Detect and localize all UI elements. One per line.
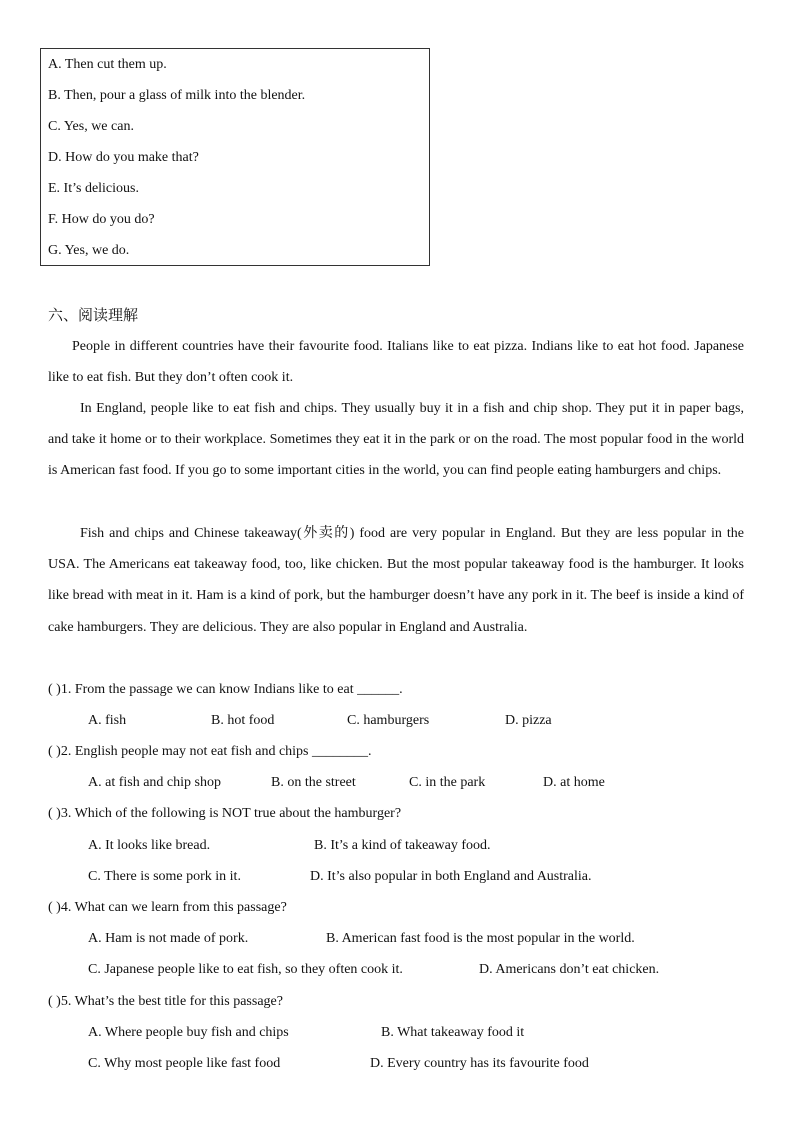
- question-2-option-d: D. at home: [543, 775, 605, 790]
- question-4-stem: ( )4. What can we learn from this passage?: [48, 900, 287, 915]
- question-5-option-b: B. What takeaway food it: [381, 1025, 525, 1040]
- question-5-option-c: C. Why most people like fast food: [88, 1056, 281, 1071]
- question-1-option-a: A. fish: [88, 713, 127, 728]
- question-1-option-d: D. pizza: [505, 713, 552, 728]
- question-3-stem: ( )3. Which of the following is NOT true about the hamburger?: [48, 806, 402, 821]
- passage-paragraph-1: People in different countries have their favourite food. Italians like to eat pizza. Indians like to eat hot food. Japanese like to eat fish. But they don’t often cook it.: [48, 339, 744, 386]
- question-4-option-a: A. Ham is not made of pork.: [88, 931, 249, 946]
- dialogue-options-box: [40, 48, 430, 266]
- box-option-b: B. Then, pour a glass of milk into the blender.: [48, 88, 306, 103]
- question-1-option-b: B. hot food: [211, 713, 275, 728]
- box-option-f: F. How do you do?: [48, 212, 155, 227]
- question-2-option-b: B. on the street: [271, 775, 356, 790]
- question-3-option-c: C. There is some pork in it.: [88, 869, 241, 884]
- question-2-option-c: C. in the park: [409, 775, 486, 790]
- question-2-stem: ( )2. English people may not eat fish and chips ________.: [48, 744, 372, 759]
- question-4-option-d: D. Americans don’t eat chicken.: [479, 962, 660, 977]
- box-option-g: G. Yes, we do.: [48, 243, 130, 258]
- section-title: 六、阅读理解: [48, 306, 139, 324]
- box-option-d: D. How do you make that?: [48, 150, 199, 165]
- question-1-option-c: C. hamburgers: [347, 713, 430, 728]
- question-2-option-a: A. at fish and chip shop: [88, 775, 221, 790]
- passage-paragraph-2: In England, people like to eat fish and chips. They usually buy it in a fish and chip shop. They put it in paper bags, and take it home or to their workplace. Sometimes they eat it in the park or on the road. The most popular food in the world is American fast food. If you go to some important cities in the world, you can find people eating hamburgers and chips.: [48, 401, 744, 479]
- question-3-option-a: A. It looks like bread.: [88, 838, 211, 853]
- question-1-stem: ( )1. From the passage we can know Indians like to eat ______.: [48, 682, 403, 697]
- question-3-option-d: D. It’s also popular in both England and Australia.: [310, 869, 592, 884]
- question-3-option-b: B. It’s a kind of takeaway food.: [314, 838, 491, 853]
- question-4-option-b: B. American fast food is the most popular in the world.: [326, 931, 635, 946]
- question-4-option-c: C. Japanese people like to eat fish, so they often cook it.: [88, 962, 403, 977]
- question-5-stem: ( )5. What’s the best title for this passage?: [48, 994, 283, 1009]
- passage-paragraph-3: Fish and chips and Chinese takeaway(外卖的) food are very popular in England. But they are less popular in the USA. The Americans eat takeaway food, too, like chicken. But the most popular takeaway food is the hamburger. It looks like bread with meat in it. Ham is a kind of pork, but the hamburger doesn’t have any pork in it. The beef is inside a kind of cake hamburgers. They are delicious. They are also popular in England and Australia.: [48, 526, 744, 635]
- box-option-a: A. Then cut them up.: [48, 57, 167, 72]
- question-5-option-a: A. Where people buy fish and chips: [88, 1025, 289, 1040]
- box-option-c: C. Yes, we can.: [48, 119, 134, 134]
- question-5-option-d: D. Every country has its favourite food: [370, 1056, 589, 1071]
- box-option-e: E. It’s delicious.: [48, 181, 139, 196]
